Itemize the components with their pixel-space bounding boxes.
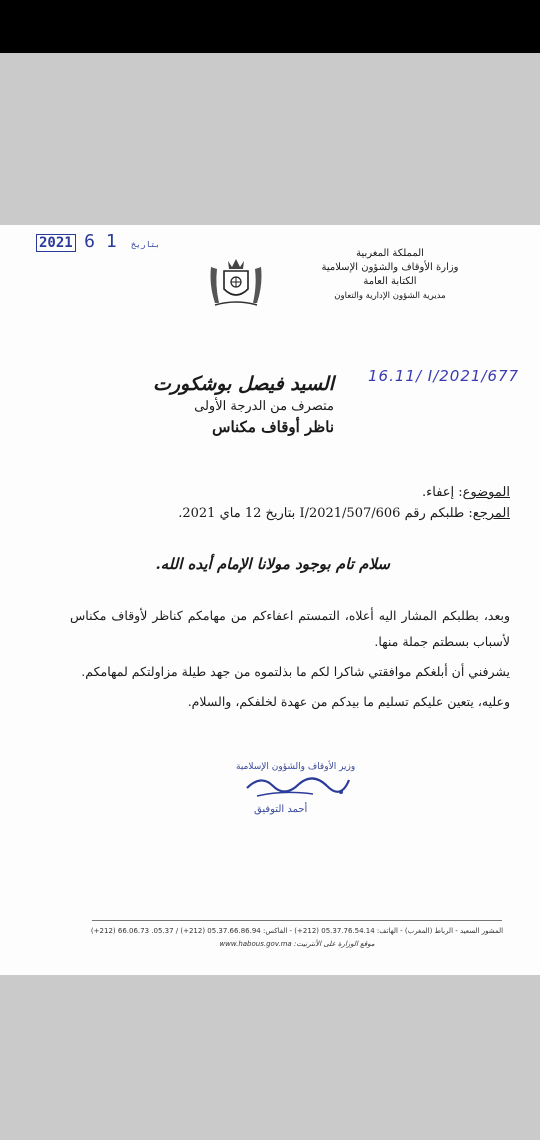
signature-scribble-icon [243, 766, 353, 802]
subject-key: الموضوع [462, 485, 510, 500]
body-paragraph-3: وعليه، يتعين عليكم تسليم ما بيدكم من عهدة لخلفكم، والسلام. [187, 694, 510, 709]
addressee-rank: متصرف من الدرجة الأولى [194, 399, 334, 414]
status-bar [0, 0, 540, 53]
background-bottom [0, 975, 540, 1140]
addressee-position: ناظر أوقاف مكناس [212, 418, 334, 436]
reference-value: : طلبكم رقم 606/I/2021/507 بتاريخ 12 ماي 2021. [178, 506, 473, 521]
body-paragraph-1: وبعد، بطلبكم المشار اليه أعلاه، التمستم اعفاءكم من مهامكم كناظر لأوقاف مكناس لأسباب بسطتم جملة منها. [70, 608, 510, 649]
signature-block [228, 760, 368, 820]
reference-line [178, 503, 510, 524]
handwritten-reference: 16.11/ I/2021/677 [368, 367, 520, 385]
greeting: سلام تام بوجود مولانا الإمام أيده الله. [155, 555, 390, 573]
letter-body [70, 603, 510, 719]
footer-address: المشور السعيد - الرباط (المغرب) - الهاتف: 05.37.76.54.14 (212+) - الفاكس: 05.37.66.86.94 (212+) / 05.37. 66.06.73 (212+) [90, 927, 504, 935]
coat-of-arms-icon [205, 255, 267, 309]
stamp-label: بتاريخ [131, 240, 161, 249]
subject-line [178, 482, 510, 503]
footer-website: موقع الوزارة على الأنترنيت: www.habous.gov.ma [219, 940, 375, 948]
addressee-name: السيد فيصل بوشكورت [152, 373, 334, 395]
signature-title: وزير الأوقاف والشؤون الإسلامية [236, 762, 356, 772]
ministry-line: وزارة الأوقاف والشؤون الإسلامية [321, 262, 459, 273]
footer-divider [92, 920, 502, 921]
directorate-line: مديرية الشؤون الإدارية والتعاون [334, 291, 446, 301]
kingdom-line: المملكة المغربية [356, 248, 424, 259]
secretariat-line: الكتابة العامة [363, 276, 417, 287]
reference-key: المرجع [472, 506, 510, 521]
body-paragraph-2: يشرفني أن أبلغكم موافقتي شاكرا لكم ما بذلتموه من جهد طيلة مزاولتكم لمهامكم. [81, 664, 510, 679]
letterhead [310, 247, 470, 303]
date-stamp [36, 231, 166, 252]
letter-page [0, 225, 540, 975]
stamp-year: 2021 [36, 234, 76, 252]
subject-value: : إعفاء. [422, 485, 463, 500]
stamp-day: 1 6 [84, 231, 117, 252]
footer [90, 925, 504, 951]
signature-name: أحمد التوفيق [254, 804, 308, 815]
letter-meta [178, 482, 510, 524]
addressee-block [153, 373, 334, 436]
